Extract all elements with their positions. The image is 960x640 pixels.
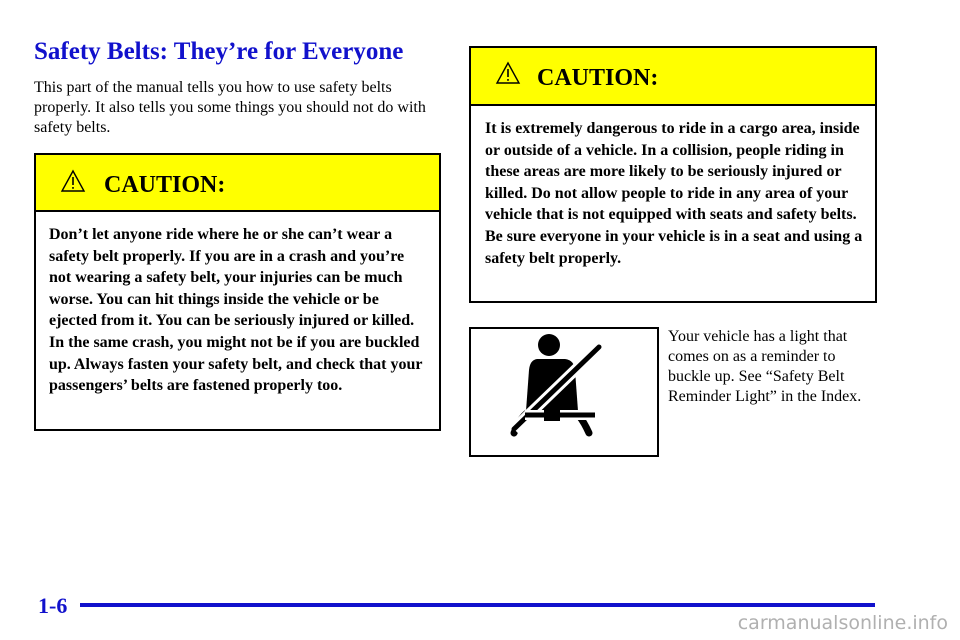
caution-text: It is extremely dangerous to ride in a cargo area, inside or outside of a vehicle. In a collision, people riding in these areas are more likely to be seriously injured or killed. Do not allow people to ride in any area of your vehicle that is not equipped with seats and safety belts. Be sure everyone in your vehicle is in a seat and using a safety belt properly. <box>485 120 863 267</box>
seatbelt-reminder-icon <box>471 329 657 455</box>
caution-heading: CAUTION: <box>537 65 659 91</box>
caution-heading: CAUTION: <box>104 172 226 198</box>
caution-header <box>471 48 875 106</box>
page-title: Safety Belts: They’re for Everyone <box>34 38 404 65</box>
warning-triangle-icon <box>495 61 521 85</box>
caution-header <box>36 155 439 212</box>
page-number: 1-6 <box>38 593 68 618</box>
warning-triangle-icon <box>60 169 86 193</box>
caution-box-cargo-area <box>469 46 877 303</box>
intro-paragraph: This part of the manual tells you how to use safety belts properly. It also tells you some things you should not do with safety belts. <box>34 79 426 136</box>
watermark: carmanualsonline.info <box>737 612 948 634</box>
footer-rule <box>80 603 875 607</box>
reminder-text: Your vehicle has a light that comes on as a reminder to buckle up. See “Safety Belt Reminder Light” in the Index. <box>668 328 862 405</box>
caution-box-passengers <box>34 153 441 431</box>
caution-text: Don’t let anyone ride where he or she can’t wear a safety belt properly. If you are in a crash and you’re not wearing a safety belt, your injuries can be much worse. You can hit things inside the vehicle or be ejected from it. You can be seriously injured or killed. In the same crash, you might not be if you are buckled up. Always fasten your safety belt, and check that your passengers’ belts are fastened properly too. <box>49 226 423 395</box>
seatbelt-symbol-frame <box>469 327 659 457</box>
